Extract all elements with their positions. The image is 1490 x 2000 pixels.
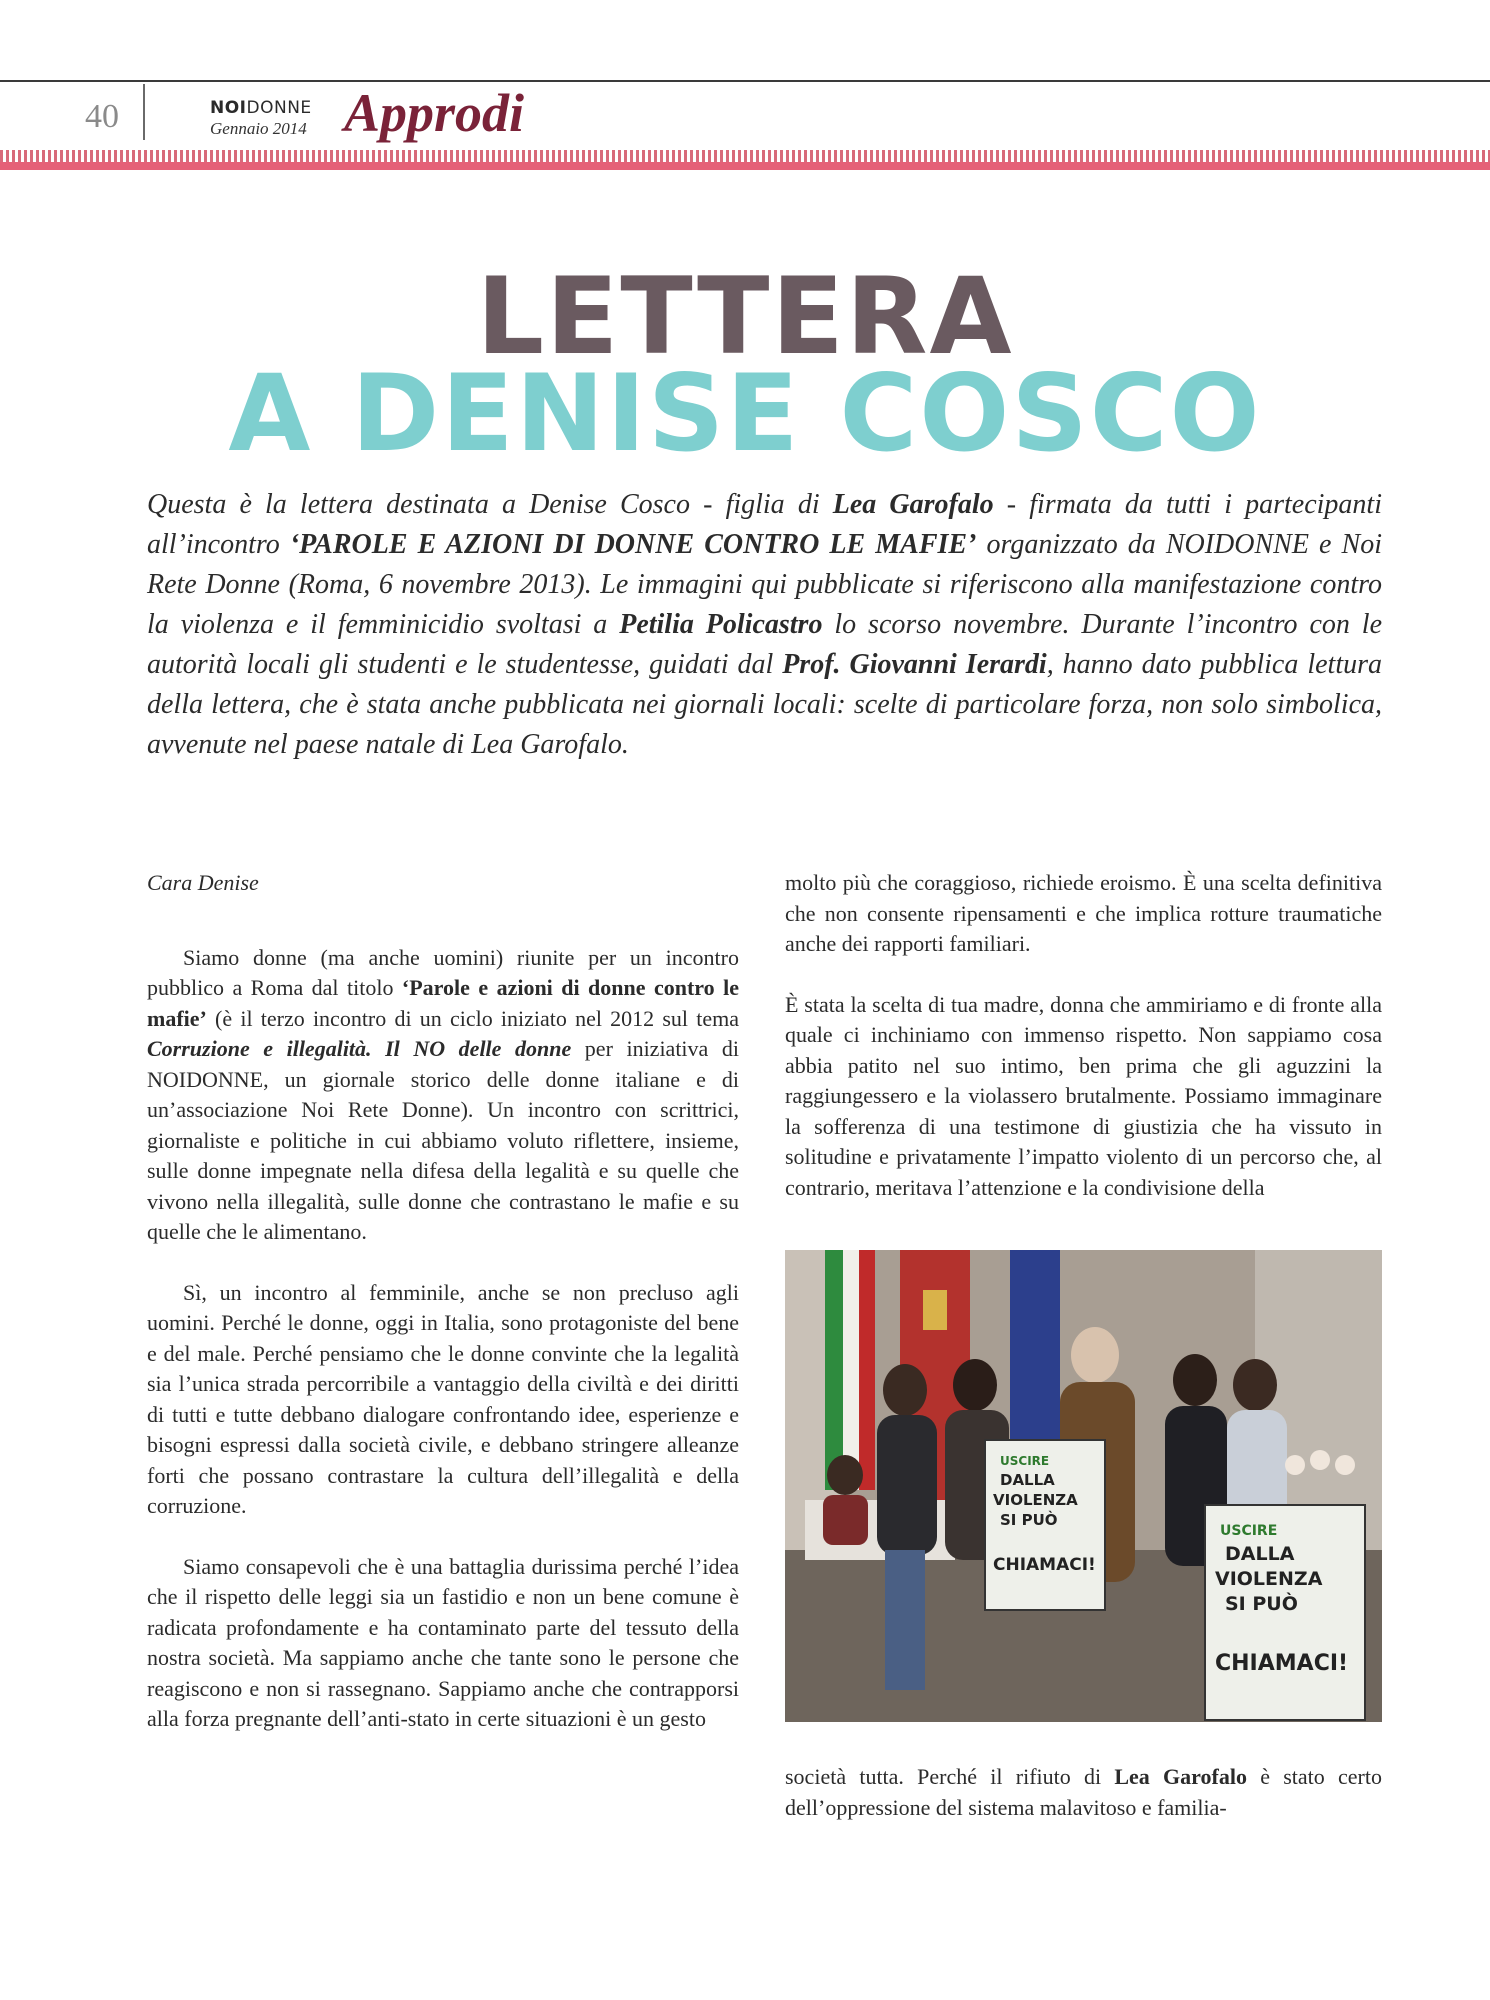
doll xyxy=(1310,1450,1330,1470)
paragraph: Siamo consapevoli che è una battaglia durissima perché l’idea che il rispetto delle leggi sia un fastidio e non un bene comune è radicata profondamente e ha contaminato parte del tessuto della nostra società. Ma sappiamo anche che tante sono le persone che reagiscono e non si rassegnano. Sappiamo anche che contrapporsi alla forza pregnante dell’anti-stato in certe situazioni è un gesto xyxy=(147,1553,739,1731)
person-head xyxy=(827,1455,863,1495)
intro-bold: ‘PAROLE E AZIONI DI DONNE CONTRO LE MAFIE’ xyxy=(289,529,977,560)
header-divider xyxy=(143,84,145,140)
paragraph-text: è stato certo dell’oppressione del sistema malavitoso e familia- xyxy=(785,1764,1382,1820)
paragraph: molto più che coraggioso, richiede eroismo. È una scelta definitiva che non consente ripensamenti e che implica rotture traumatiche anche dei rapporti familiari. xyxy=(785,870,1382,956)
magazine-name-rest: DONNE xyxy=(246,98,312,118)
person-body xyxy=(823,1495,868,1545)
poster-right-line: DALLA xyxy=(1225,1543,1295,1565)
intro-bold: Lea Garofalo xyxy=(832,489,994,520)
person-head xyxy=(883,1364,927,1416)
flag-white xyxy=(843,1250,859,1490)
flag-green xyxy=(825,1250,843,1490)
decorative-band xyxy=(0,150,1490,170)
magazine-name xyxy=(210,98,312,118)
flag-red xyxy=(859,1250,875,1490)
doll xyxy=(1285,1455,1305,1475)
paragraph: Sì, un incontro al femminile, anche se non precluso agli uomini. Perché le donne, oggi in Italia, sono protagoniste del bene e del male. Perché pensiamo che le donne convinte che la legalità sia l’unica strada percorribile a vantaggio della civiltà e dei diritti di tutti e tutte debbano dialogare confrontando idee, esperienze e bisogni espressi dalla società civile, e debbano stringere alleanze forti che possano contrastare la cultura dell’illegalità e della corruzione. xyxy=(147,1279,739,1518)
body-column-right xyxy=(785,868,1382,1203)
person-head xyxy=(1233,1359,1277,1411)
body-column-right-continued xyxy=(785,1762,1382,1823)
poster-left-line: DALLA xyxy=(1000,1471,1055,1489)
intro-text: Questa è la lettera destinata a Denise Cosco - figlia di xyxy=(147,489,833,520)
banner-crest xyxy=(923,1290,947,1330)
poster-left-line: CHIAMACI! xyxy=(993,1555,1096,1575)
paragraph-text: società tutta. Perché il rifiuto di xyxy=(785,1764,1115,1789)
paragraph-bold: ‘Parole e azioni di donne contro le mafie’ xyxy=(147,975,739,1031)
intro-text: , hanno dato pubblica lettura della lettera, che è stata anche pubblicata nei giornali locali: scelte di particolare forza, non solo simbolica, avvenute nel paese natale di Lea Garofalo. xyxy=(147,649,1382,760)
poster-right-line: SI PUÒ xyxy=(1225,1593,1298,1615)
doll xyxy=(1335,1455,1355,1475)
header-rule xyxy=(0,80,1490,82)
poster-right-line: CHIAMACI! xyxy=(1215,1651,1349,1676)
article-title-line-1: LETTERA xyxy=(476,255,1014,378)
intro-text: lo scorso novembre. Durante l’incontro con le autorità locali gli studenti e le studentesse, guidati dal xyxy=(147,609,1383,680)
intro-bold: Prof. Giovanni Ierardi xyxy=(782,649,1047,680)
eu-flag xyxy=(1010,1250,1060,1450)
photo-illustration xyxy=(785,1250,1382,1722)
person-head xyxy=(953,1359,997,1411)
paragraph xyxy=(785,1762,1382,1823)
paragraph-bold: Lea Garofalo xyxy=(1114,1764,1247,1789)
event-photo xyxy=(785,1250,1382,1722)
intro-bold: Petilia Policastro xyxy=(619,609,823,640)
section-title: Approdi xyxy=(344,83,525,143)
intro-text: organizzato da NOIDONNE e Noi Rete Donne (Roma, 6 novembre 2013). Le immagini qui pubblicate si riferiscono alla manifestazione contro la violenza e il femminicidio svoltasi a xyxy=(147,529,1382,640)
article-title-line-2: A DENISE COSCO xyxy=(228,352,1262,475)
article-intro xyxy=(147,485,1382,765)
paragraph-text: (è il terzo incontro di un ciclo iniziato nel 2012 sul tema xyxy=(206,1005,739,1031)
person-body xyxy=(877,1415,937,1555)
issue-date: Gennaio 2014 xyxy=(210,119,307,138)
paragraph: È stata la scelta di tua madre, donna che ammiriamo e di fronte alla quale ci inchiniamo con immenso rispetto. Non sappiamo cosa abbia patito nel suo intimo, ben prima che gli aguzzini la raggiungessero e la violassero brutalmente. Possiamo immaginare la sofferenza di una testimone di giustizia che ha vissuto in solitudine e privatamente l’impatto violento di un percorso che, al contrario, meritava l’attenzione e la condivisione della xyxy=(785,991,1382,1200)
paragraph xyxy=(147,943,739,1248)
body-column-left xyxy=(147,868,739,1735)
poster-right-line: USCIRE xyxy=(1220,1523,1278,1539)
poster-left-line: VIOLENZA xyxy=(993,1491,1078,1509)
person-head xyxy=(1173,1354,1217,1406)
poster-right-line: VIOLENZA xyxy=(1215,1568,1323,1590)
intro-text: - firmata da tutti i partecipanti all’incontro xyxy=(147,489,1382,560)
paragraph-text: per iniziativa di NOIDONNE, un giornale storico delle donne italiane e di un’associazione Noi Rete Donne). Un incontro con scrittrici, giornaliste e politiche in cui abbiamo voluto riflettere, insieme, sulle donne impegnate nella difesa della legalità e su quelle che vivono nella illegalità, sulle donne che contrastano le mafie e su quelle che le alimentano. xyxy=(147,1036,739,1244)
paragraph-bold-italic: Corruzione e illegalità. Il NO delle donne xyxy=(147,1036,572,1061)
person-head xyxy=(1071,1327,1119,1383)
poster-left-line: SI PUÒ xyxy=(1000,1511,1058,1529)
page-number: 40 xyxy=(85,98,119,135)
salutation: Cara Denise xyxy=(147,870,259,895)
poster-left-line: USCIRE xyxy=(1000,1454,1050,1468)
magazine-name-bold: NOI xyxy=(210,98,247,118)
person-legs xyxy=(885,1550,925,1690)
paragraph-text: Siamo donne (ma anche uomini) riunite per un incontro pubblico a Roma dal titolo xyxy=(147,944,739,1000)
